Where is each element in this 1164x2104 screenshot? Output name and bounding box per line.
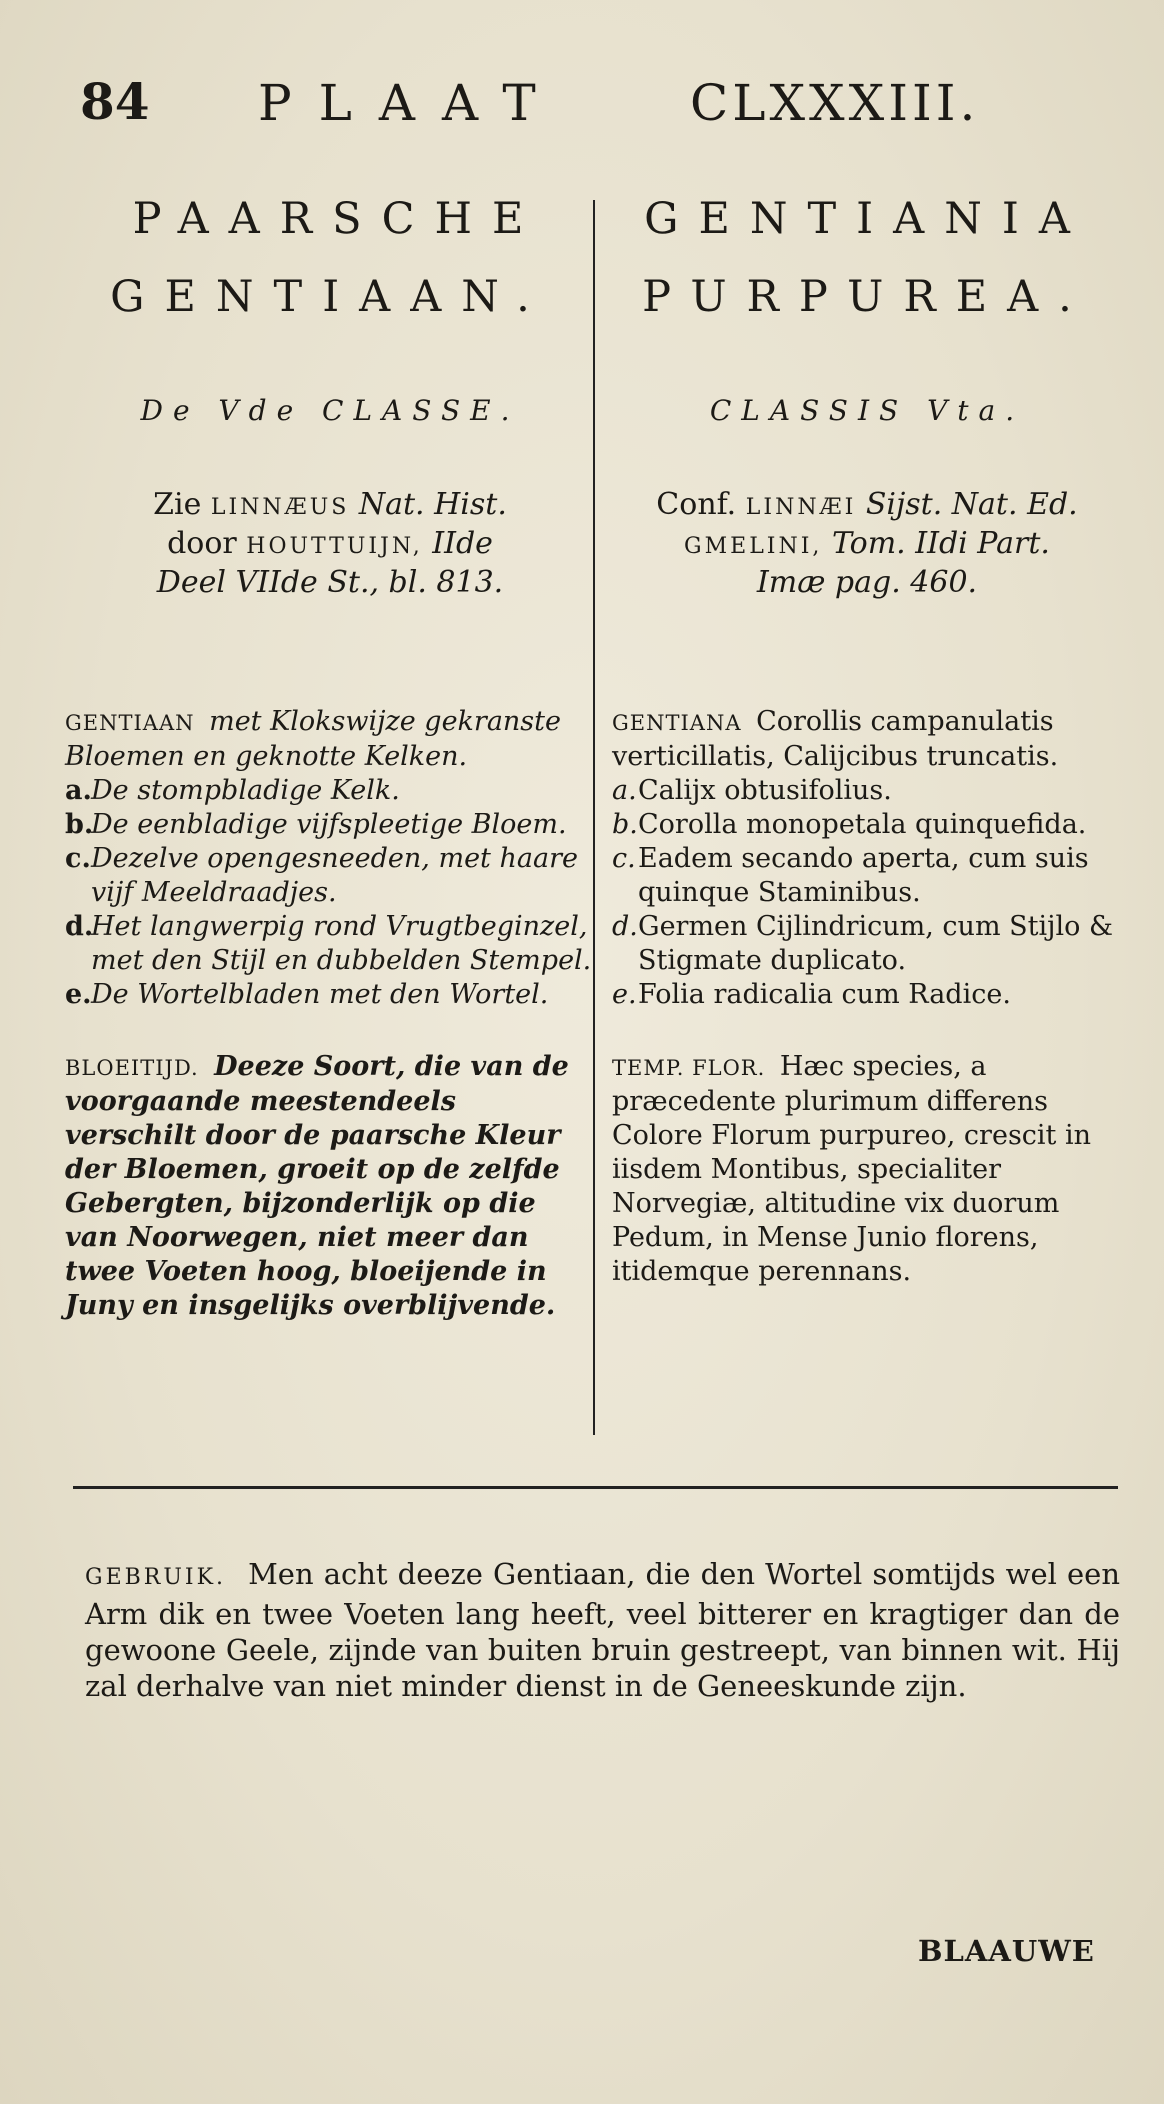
- ref-work: Nat. Hist.: [358, 487, 507, 522]
- list-item: e. De Wortelbladen met den Wortel.: [65, 979, 549, 1010]
- ref-page: Imæ pag. 460.: [756, 565, 978, 600]
- dutch-classe: De Vde CLASSE.: [140, 394, 520, 427]
- list-item: e. Folia radicalia cum Radice.: [612, 979, 1011, 1010]
- latin-reference: [612, 487, 1122, 601]
- latin-column: [612, 180, 1122, 1289]
- list-item: d. Het langwerpig rond Vrugtbeginzel, met den Stijl en dubbelden Stempel.: [65, 911, 592, 976]
- dutch-flowering-time: [65, 1050, 595, 1323]
- desc-text: met Klokswijze gekranste Bloemen en geknotte Kelken.: [65, 706, 561, 772]
- list-item: c. Dezelve opengesneeden, met haare vijf Meeldraadjes.: [65, 843, 578, 908]
- ref-work: Sijst. Nat. Ed.: [865, 487, 1078, 522]
- ref-prefix: Zie: [153, 487, 202, 522]
- desc-text: Corollis campanulatis verticillatis, Calijcibus truncatis.: [612, 706, 1059, 772]
- ref-prefix: door: [167, 526, 237, 561]
- ref-author: LINNÆI: [745, 495, 857, 520]
- flowering-text: Deeze Soort, die van de voorgaande meestendeels verschilt door de paarsche Kleur der Bloemen, groeit op de zelfde Gebergten, bijzonderlijk op die van Noorwegen, niet meer dan twee Voeten hoog, bloeijende in Juny en insgelijks overblijvende.: [65, 1051, 569, 1321]
- ref-prefix: Conf.: [656, 487, 737, 522]
- ref-page: Deel VIIde St., bl. 813.: [156, 565, 504, 600]
- ref-translator: HOUTTUIJN,: [246, 534, 423, 559]
- catchword: BLAAUWE: [918, 1934, 1095, 1968]
- flowering-lead: TEMP. FLOR.: [612, 1056, 766, 1080]
- list-item: b. Corolla monopetala quinquefida.: [612, 809, 1087, 840]
- dutch-column: [65, 180, 595, 1323]
- latin-description: [612, 705, 1122, 1012]
- latin-flowering-time: [612, 1050, 1122, 1289]
- desc-lead: GENTIAAN: [65, 711, 195, 735]
- flowering-text: Hæc species, a præcedente plurimum differens Colore Florum purpureo, crescit in iisdem Montibus, specialiter Norvegiæ, altitudine vix duorum Pedum, in Mense Junio florens, itidemque perennans.: [612, 1051, 1092, 1287]
- ref-author: LINNÆUS: [210, 495, 350, 520]
- dutch-description: [65, 705, 595, 1012]
- ref-volume: IIde: [432, 526, 493, 561]
- dutch-reference: [65, 487, 595, 601]
- list-item: b. De eenbladige vijfspleetige Bloem.: [65, 809, 567, 840]
- usage-paragraph: [85, 1556, 1120, 1704]
- list-item: a. De stompbladige Kelk.: [65, 775, 400, 806]
- latin-classis: CLASSIS Vta.: [709, 394, 1025, 427]
- ref-volume: Tom. IIdi Part.: [831, 526, 1050, 561]
- usage-text: Men acht deeze Gentiaan, die den Wortel somtijds wel een Arm dik en twee Voeten lang heeft, veel bitterer en kragtiger dan de gewoone Geele, zijnde van buiten bruin gestreept, van binnen wit. Hij zal derhalve van niet minder dienst in de Geneeskunde zijn.: [85, 1557, 1120, 1703]
- section-divider: [73, 1486, 1118, 1489]
- dutch-title-line1: PAARSCHE: [132, 194, 544, 244]
- flowering-lead: BLOEITIJD.: [65, 1056, 199, 1080]
- plate-label: PLAAT: [258, 74, 563, 132]
- dutch-title-line2: GENTIAAN.: [110, 272, 550, 322]
- list-item: d. Germen Cijlindricum, cum Stijlo & Stigmate duplicato.: [612, 911, 1113, 976]
- usage-lead: GEBRUIK.: [85, 1565, 227, 1590]
- ref-editor: GMELINI,: [684, 534, 823, 559]
- list-item: a. Calijx obtusifolius.: [612, 775, 892, 806]
- desc-lead: GENTIANA: [612, 711, 742, 735]
- plate-number: CLXXXIII.: [690, 74, 980, 132]
- page-number: 84: [80, 72, 150, 131]
- latin-title-line1: GENTIANIA: [644, 194, 1090, 244]
- list-item: c. Eadem secando aperta, cum suis quinque Staminibus.: [612, 843, 1089, 908]
- latin-title-line2: PURPUREA.: [642, 272, 1092, 322]
